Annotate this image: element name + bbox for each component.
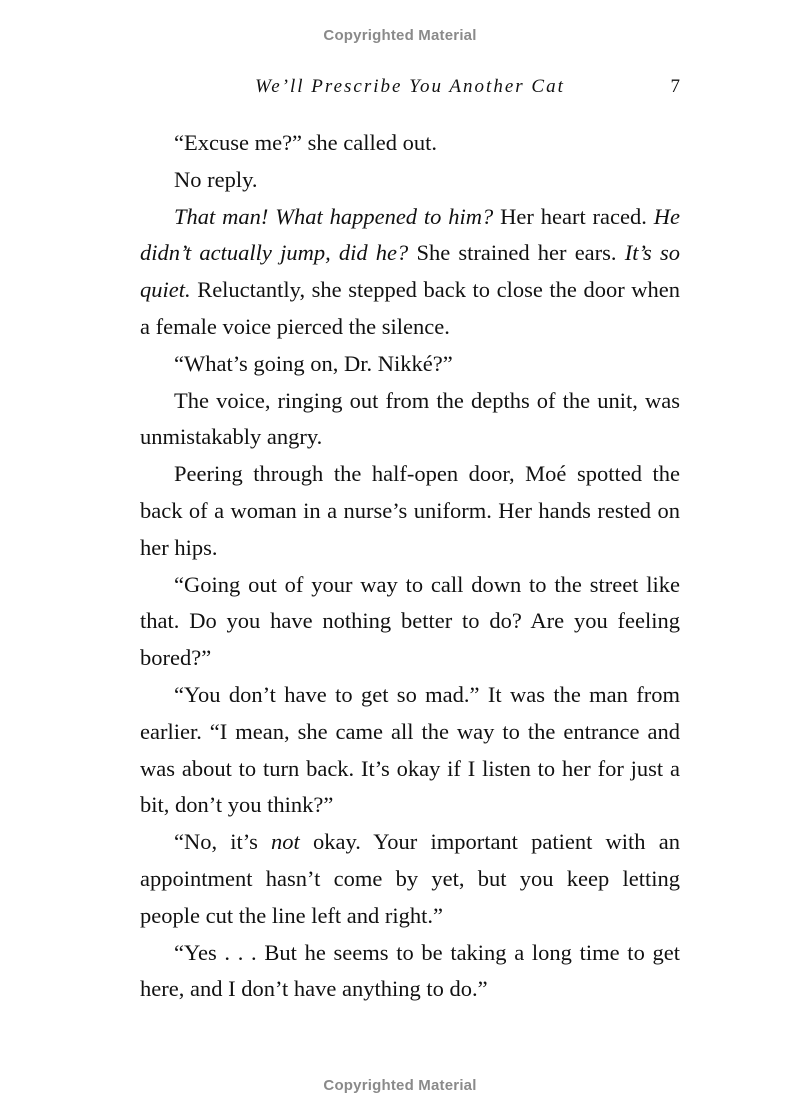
italic-text-run: It’s so quiet. <box>140 240 680 303</box>
text-run: She strained her ears. <box>408 240 625 266</box>
italic-text-run: That man! What happened to him? <box>174 203 494 229</box>
paragraph <box>140 346 680 383</box>
running-title: We’ll Prescribe You Another Cat <box>255 76 565 97</box>
copyright-watermark-bottom: Copyrighted Material <box>323 1077 477 1094</box>
paragraph <box>140 935 680 1009</box>
text-run: Peering through the half-open door, Moé spotted the back of a woman in a nurse’s uniform. Her hands rested on her hips. <box>140 461 680 560</box>
paragraph <box>140 567 680 677</box>
text-run: “Going out of your way to call down to the street like that. Do you have nothing better to do? Are you feeling bored?” <box>140 571 680 671</box>
text-run: “What’s going on, Dr. Nikké?” <box>174 350 453 376</box>
text-run: Her heart raced. <box>493 203 654 229</box>
text-run: Reluctantly, she stepped back to close the door when a female voice pierced the silence. <box>140 277 680 339</box>
text-run: “Yes . . . But he seems to be taking a long time to get here, and I don’t have anything to do.” <box>140 939 680 1002</box>
running-header <box>140 74 680 104</box>
paragraph <box>140 383 680 457</box>
copyright-watermark-top: Copyrighted Material <box>323 27 477 44</box>
paragraph <box>140 162 680 199</box>
text-run: “You don’t have to get so mad.” It was the man from earlier. “I mean, she came all the way to the entrance and was about to turn back. It’s okay if I listen to her for just a bit, don’t you think?” <box>140 681 680 818</box>
text-run: “Excuse me?” she called out. <box>174 130 438 155</box>
paragraph <box>140 456 680 566</box>
text-run: okay. Your important patient with an appointment hasn’t come by yet, but you keep letting people cut the line left and right.” <box>140 829 680 928</box>
body-text <box>140 125 680 1008</box>
italic-text-run: He didn’t actually jump, did he? <box>140 203 680 266</box>
paragraph <box>140 125 680 162</box>
paragraph <box>140 824 680 934</box>
page-number: 7 <box>670 76 680 97</box>
italic-text-run: not <box>271 829 300 855</box>
text-run: The voice, ringing out from the depths of the unit, was unmistakably angry. <box>140 387 680 450</box>
text-run: “No, it’s <box>174 829 272 855</box>
text-run: No reply. <box>174 166 258 192</box>
paragraph <box>140 677 680 824</box>
paragraph <box>140 199 680 346</box>
